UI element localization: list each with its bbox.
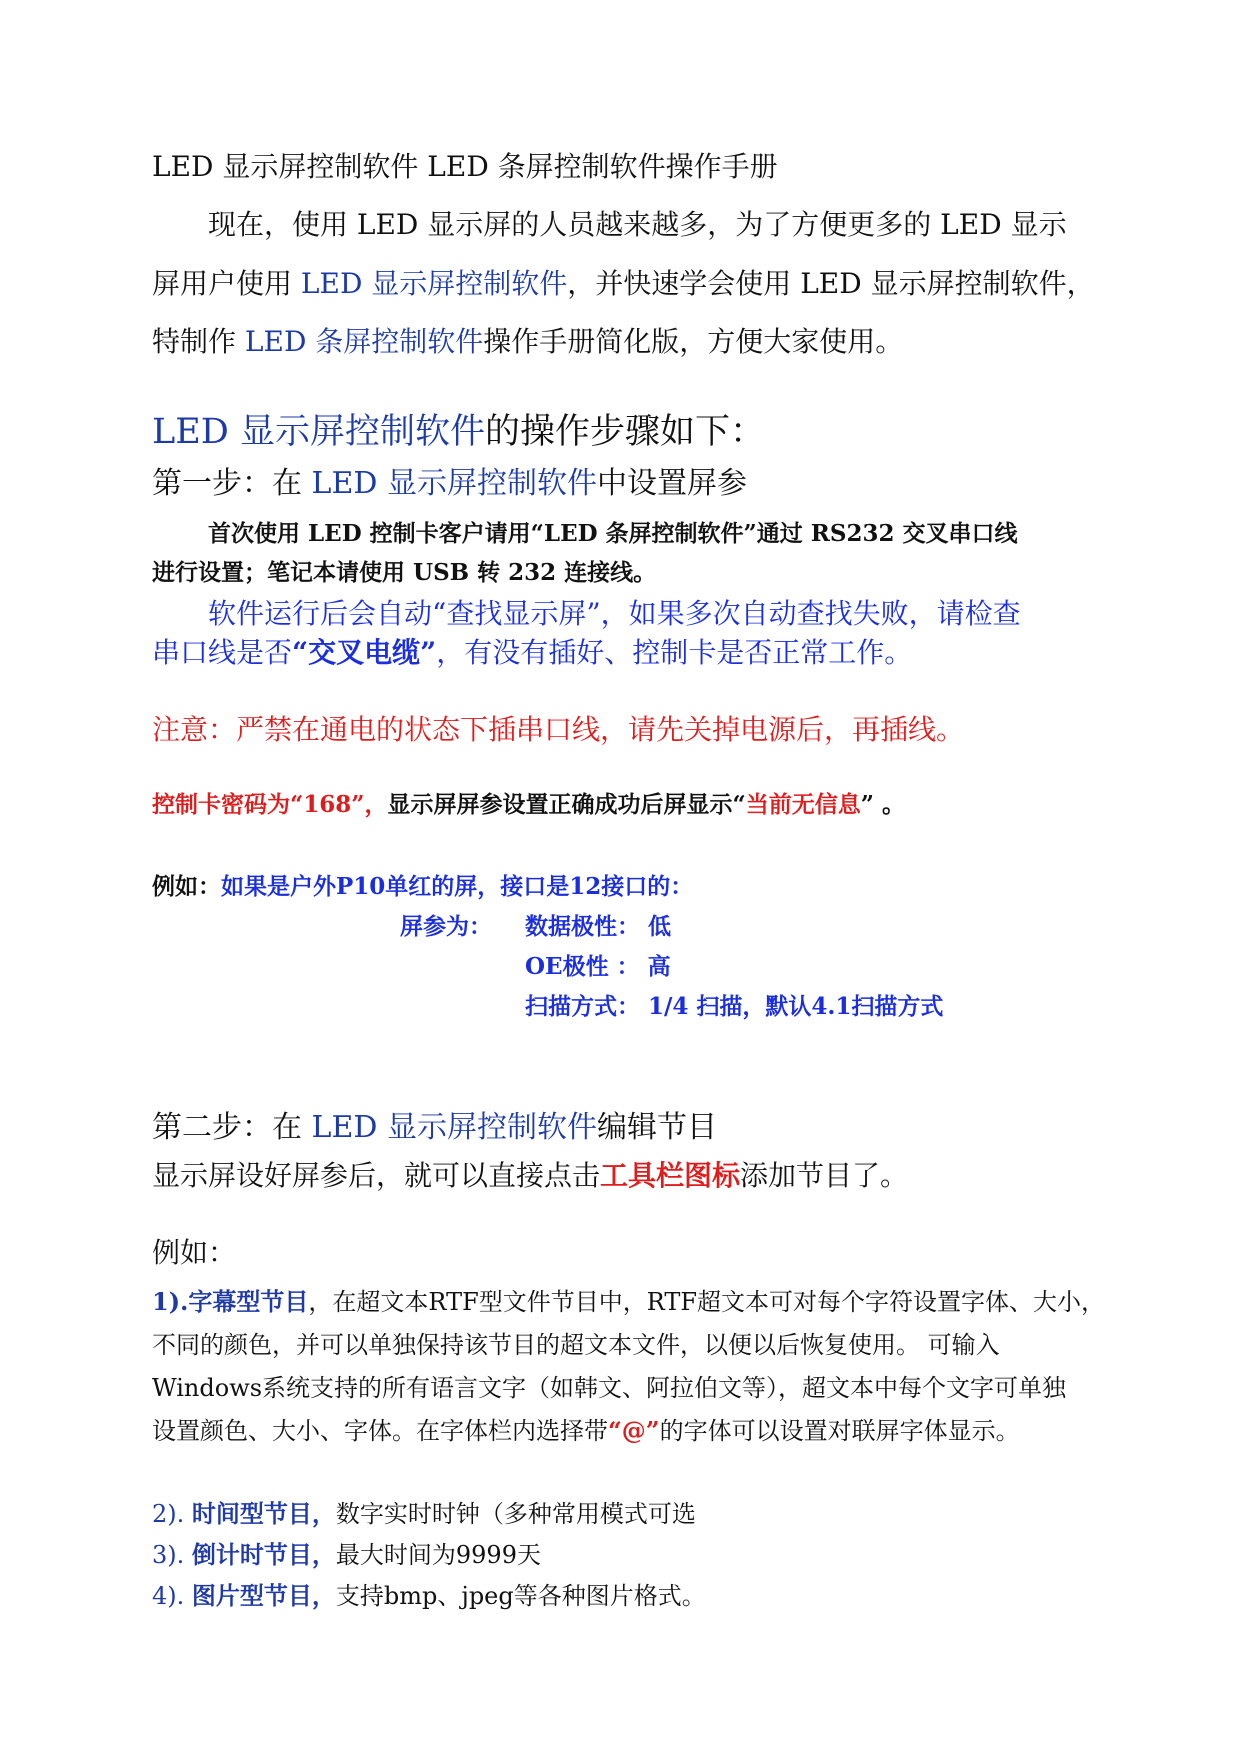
password-text: 控制卡密码为“168”， — [152, 791, 388, 818]
password-end: ” 。 — [860, 791, 905, 818]
step2-heading-text: 第二步：在 — [152, 1110, 312, 1145]
item3-label: 倒计时节目， — [191, 1540, 336, 1569]
document-title: LED 显示屏控制软件 LED 条屏控制软件操作手册 — [152, 150, 778, 183]
intro-text: 操作手册简化版，方便大家使用。 — [483, 325, 904, 358]
item1-line-2: 不同的颜色，并可以单独保持该节目的超文本文件，以便以后恢复使用。 可输入 — [152, 1331, 1000, 1359]
at-symbol-term: “@” — [608, 1416, 660, 1445]
intro-link-bar-software[interactable]: LED 条屏控制软件 — [244, 325, 484, 358]
item1-text: 的字体可以设置对联屏字体显示。 — [659, 1417, 1020, 1445]
password-line — [152, 786, 905, 819]
item1-text: ，在超文本RTF型文件节目中，RTF超文本可对每个字符设置字体、大小， — [308, 1288, 1106, 1316]
example-text: 如果是户外P10单红的屏，接口是12接口的： — [221, 873, 694, 900]
step1-heading-text: 中设置屏参 — [596, 466, 747, 501]
intro-line-1: 现在，使用 LED 显示屏的人员越来越多，为了方便更多的 LED 显示 — [208, 208, 1067, 241]
step1-heading-text: 第一步：在 — [152, 466, 312, 501]
step2-example-label: 例如： — [152, 1236, 237, 1269]
example-line — [152, 868, 693, 901]
example-label: 例如： — [152, 873, 221, 900]
step1-heading — [152, 458, 747, 502]
toolbar-icon-term: 工具栏图标 — [600, 1159, 741, 1192]
item2-text: 数字实时时钟（多种常用模式可选 — [335, 1500, 696, 1528]
param-scan-mode: 扫描方式： 1/4 扫描，默认4.1扫描方式 — [525, 993, 944, 1020]
step2-text: 显示屏设好屏参后，就可以直接点击 — [152, 1159, 601, 1192]
steps-heading-link[interactable]: LED 显示屏控制软件 — [152, 412, 485, 452]
steps-heading — [152, 404, 765, 454]
warning-text: 注意：严禁在通电的状态下插串口线，请先关掉电源后，再插线。 — [152, 713, 965, 746]
intro-line-2 — [152, 262, 1095, 302]
item2-number: 2). — [152, 1500, 192, 1528]
password-desc: 显示屏屏参设置正确成功后屏显示“ — [387, 791, 746, 818]
item1-line-3: Windows系统支持的所有语言文字（如韩文、阿拉伯文等），超文本中每个文字可单独 — [152, 1374, 1067, 1402]
item4-line — [152, 1576, 706, 1611]
item3-text: 最大时间为9999天 — [335, 1541, 541, 1569]
param-data-polarity: 数据极性： 低 — [525, 913, 672, 940]
step2-heading-text: 编辑节目 — [596, 1110, 717, 1145]
step2-heading — [152, 1102, 717, 1146]
step1-bold-line-2: 进行设置；笔记本请使用 USB 转 232 连接线。 — [152, 559, 657, 586]
item3-number: 3). — [152, 1541, 192, 1569]
item1-text: 设置颜色、大小、字体。在字体栏内选择带 — [152, 1417, 608, 1445]
intro-text: ，并快速学会使用 LED 显示屏控制软件， — [567, 267, 1095, 300]
params-label: 屏参为： — [400, 913, 492, 940]
step1-blue-line-2 — [152, 631, 912, 671]
step2-heading-link[interactable]: LED 显示屏控制软件 — [311, 1110, 597, 1145]
intro-text: 屏用户使用 — [152, 267, 301, 300]
cross-cable-term: “交叉电缆” — [292, 636, 437, 669]
item1-line-1 — [152, 1282, 1105, 1317]
item4-label: 图片型节目， — [191, 1581, 336, 1610]
item4-number: 4). — [152, 1582, 192, 1610]
intro-line-3 — [152, 320, 903, 360]
step1-heading-link[interactable]: LED 显示屏控制软件 — [311, 466, 597, 501]
step1-blue-text: 串口线是否 — [152, 636, 293, 669]
no-info-text: 当前无信息 — [745, 791, 861, 818]
item2-label: 时间型节目， — [191, 1499, 336, 1528]
steps-heading-text: 的操作步骤如下： — [484, 412, 765, 452]
param-oe-polarity: OE极性 ： 高 — [525, 953, 671, 980]
item3-line — [152, 1535, 541, 1570]
intro-text: 特制作 — [152, 325, 245, 358]
step1-bold-line-1: 首次使用 LED 控制卡客户请用“LED 条屏控制软件”通过 RS232 交叉串口线 — [208, 520, 1018, 547]
item2-line — [152, 1494, 696, 1529]
step1-blue-text: ，有没有插好、控制卡是否正常工作。 — [436, 636, 913, 669]
step2-line — [152, 1154, 908, 1194]
item1-label: 1).字幕型节目 — [152, 1287, 309, 1316]
step2-text: 添加节目了。 — [740, 1159, 909, 1192]
step1-blue-line-1: 软件运行后会自动“查找显示屏”，如果多次自动查找失败，请检查 — [208, 597, 1021, 630]
intro-link-software[interactable]: LED 显示屏控制软件 — [300, 267, 568, 300]
item1-line-4 — [152, 1411, 1020, 1446]
item4-text: 支持bmp、jpeg等各种图片格式。 — [335, 1582, 706, 1610]
